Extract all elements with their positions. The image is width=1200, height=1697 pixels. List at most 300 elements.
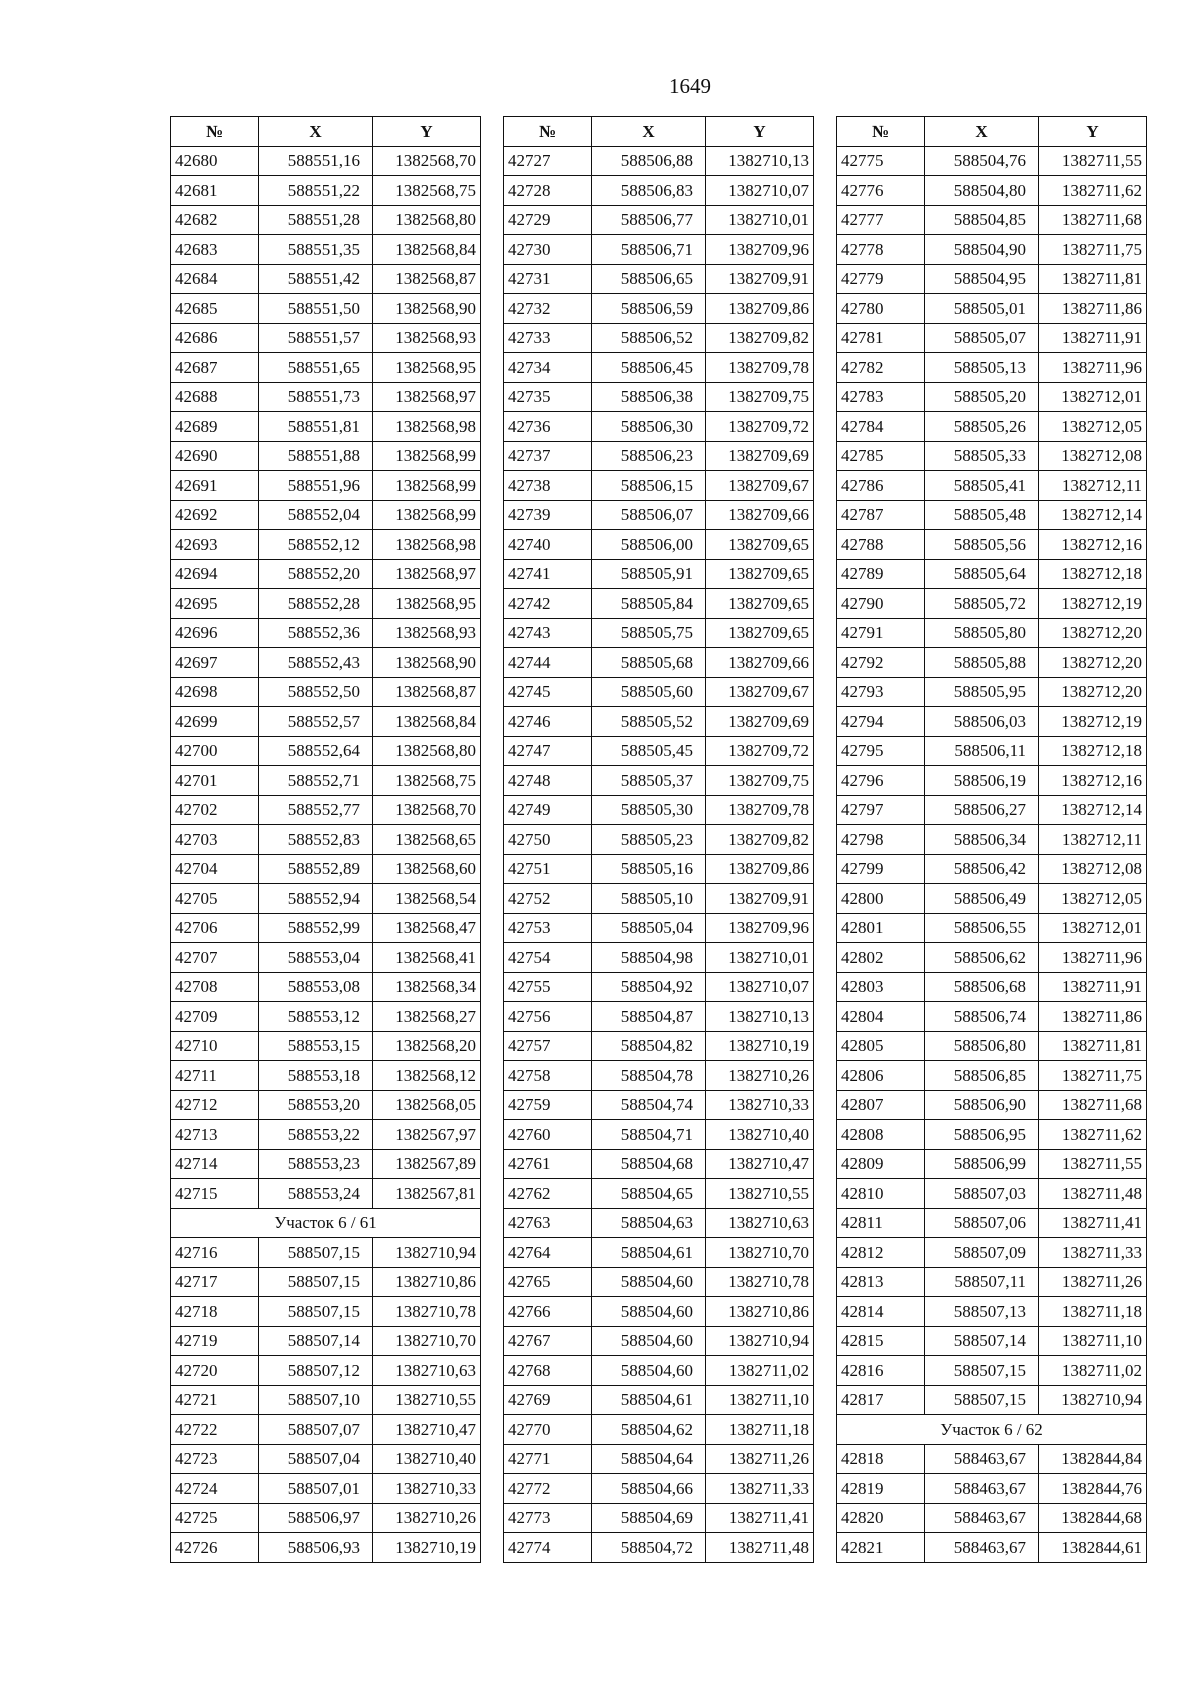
x-coordinate-cell: 588552,71 <box>259 766 373 796</box>
x-coordinate-cell: 588506,15 <box>592 471 706 501</box>
x-coordinate-cell: 588504,85 <box>925 205 1039 235</box>
x-coordinate-cell: 588504,69 <box>592 1503 706 1533</box>
table-row <box>837 471 1147 501</box>
x-coordinate-cell: 588504,60 <box>592 1297 706 1327</box>
y-coordinate-cell: 1382844,76 <box>1039 1474 1147 1504</box>
y-coordinate-cell: 1382712,11 <box>1039 471 1147 501</box>
y-coordinate-cell: 1382711,41 <box>706 1503 814 1533</box>
table-row <box>504 176 814 206</box>
y-coordinate-cell: 1382710,94 <box>706 1326 814 1356</box>
x-coordinate-cell: 588507,04 <box>259 1444 373 1474</box>
x-coordinate-cell: 588552,12 <box>259 530 373 560</box>
y-coordinate-cell: 1382710,55 <box>373 1385 481 1415</box>
x-coordinate-cell: 588504,61 <box>592 1238 706 1268</box>
y-coordinate-cell: 1382709,91 <box>706 884 814 914</box>
y-coordinate-cell: 1382710,63 <box>373 1356 481 1386</box>
x-coordinate-cell: 588551,81 <box>259 412 373 442</box>
y-coordinate-cell: 1382710,19 <box>373 1533 481 1563</box>
y-coordinate-cell: 1382568,34 <box>373 972 481 1002</box>
x-coordinate-cell: 588505,07 <box>925 323 1039 353</box>
point-number-cell: 42730 <box>504 235 592 265</box>
x-coordinate-cell: 588504,64 <box>592 1444 706 1474</box>
y-coordinate-cell: 1382709,86 <box>706 294 814 324</box>
x-coordinate-cell: 588505,68 <box>592 648 706 678</box>
x-coordinate-cell: 588506,80 <box>925 1031 1039 1061</box>
y-coordinate-cell: 1382568,99 <box>373 471 481 501</box>
point-number-cell: 42750 <box>504 825 592 855</box>
table-row <box>504 264 814 294</box>
table-row <box>504 1090 814 1120</box>
table-row <box>171 913 481 943</box>
table-row <box>837 264 1147 294</box>
header-y: Y <box>1039 117 1147 147</box>
point-number-cell: 42758 <box>504 1061 592 1091</box>
x-coordinate-cell: 588505,04 <box>592 913 706 943</box>
table-row <box>171 1533 481 1563</box>
header-x: X <box>592 117 706 147</box>
x-coordinate-cell: 588506,52 <box>592 323 706 353</box>
point-number-cell: 42701 <box>171 766 259 796</box>
x-coordinate-cell: 588553,15 <box>259 1031 373 1061</box>
x-coordinate-cell: 588463,67 <box>925 1533 1039 1563</box>
y-coordinate-cell: 1382567,81 <box>373 1179 481 1209</box>
y-coordinate-cell: 1382712,05 <box>1039 412 1147 442</box>
y-coordinate-cell: 1382710,86 <box>706 1297 814 1327</box>
point-number-cell: 42778 <box>837 235 925 265</box>
table-row <box>837 677 1147 707</box>
point-number-cell: 42771 <box>504 1444 592 1474</box>
point-number-cell: 42697 <box>171 648 259 678</box>
y-coordinate-cell: 1382709,66 <box>706 500 814 530</box>
x-coordinate-cell: 588506,99 <box>925 1149 1039 1179</box>
y-coordinate-cell: 1382711,62 <box>1039 176 1147 206</box>
table-row <box>504 1326 814 1356</box>
table-row <box>171 1179 481 1209</box>
point-number-cell: 42748 <box>504 766 592 796</box>
table-row <box>504 1179 814 1209</box>
table-row <box>171 707 481 737</box>
x-coordinate-cell: 588506,45 <box>592 353 706 383</box>
table-row <box>837 1002 1147 1032</box>
table-row <box>837 559 1147 589</box>
point-number-cell: 42680 <box>171 146 259 176</box>
point-number-cell: 42817 <box>837 1385 925 1415</box>
point-number-cell: 42739 <box>504 500 592 530</box>
y-coordinate-cell: 1382712,18 <box>1039 736 1147 766</box>
table-row <box>837 618 1147 648</box>
y-coordinate-cell: 1382568,97 <box>373 382 481 412</box>
x-coordinate-cell: 588552,77 <box>259 795 373 825</box>
x-coordinate-cell: 588551,50 <box>259 294 373 324</box>
y-coordinate-cell: 1382710,63 <box>706 1208 814 1238</box>
point-number-cell: 42749 <box>504 795 592 825</box>
point-number-cell: 42700 <box>171 736 259 766</box>
y-coordinate-cell: 1382709,65 <box>706 530 814 560</box>
y-coordinate-cell: 1382710,33 <box>706 1090 814 1120</box>
point-number-cell: 42788 <box>837 530 925 560</box>
table-row <box>171 382 481 412</box>
y-coordinate-cell: 1382844,68 <box>1039 1503 1147 1533</box>
y-coordinate-cell: 1382709,66 <box>706 648 814 678</box>
x-coordinate-cell: 588506,07 <box>592 500 706 530</box>
table-row <box>171 1326 481 1356</box>
table-row <box>171 854 481 884</box>
table-row <box>504 1533 814 1563</box>
table-row <box>837 1090 1147 1120</box>
y-coordinate-cell: 1382709,69 <box>706 441 814 471</box>
table-row <box>171 972 481 1002</box>
table-row <box>504 559 814 589</box>
x-coordinate-cell: 588507,07 <box>259 1415 373 1445</box>
y-coordinate-cell: 1382710,78 <box>373 1297 481 1327</box>
point-number-cell: 42814 <box>837 1297 925 1327</box>
table-row <box>504 1031 814 1061</box>
table-row <box>504 353 814 383</box>
point-number-cell: 42734 <box>504 353 592 383</box>
x-coordinate-cell: 588505,80 <box>925 618 1039 648</box>
table-row <box>837 1474 1147 1504</box>
table-row <box>837 943 1147 973</box>
table-row <box>504 146 814 176</box>
point-number-cell: 42761 <box>504 1149 592 1179</box>
point-number-cell: 42804 <box>837 1002 925 1032</box>
point-number-cell: 42791 <box>837 618 925 648</box>
point-number-cell: 42787 <box>837 500 925 530</box>
table-row <box>171 1061 481 1091</box>
header-row <box>837 117 1147 147</box>
x-coordinate-cell: 588507,15 <box>259 1267 373 1297</box>
point-number-cell: 42774 <box>504 1533 592 1563</box>
point-number-cell: 42801 <box>837 913 925 943</box>
x-coordinate-cell: 588505,41 <box>925 471 1039 501</box>
y-coordinate-cell: 1382568,99 <box>373 441 481 471</box>
point-number-cell: 42767 <box>504 1326 592 1356</box>
point-number-cell: 42768 <box>504 1356 592 1386</box>
y-coordinate-cell: 1382709,72 <box>706 412 814 442</box>
point-number-cell: 42687 <box>171 353 259 383</box>
table-row <box>837 884 1147 914</box>
table-row <box>171 943 481 973</box>
x-coordinate-cell: 588504,98 <box>592 943 706 973</box>
x-coordinate-cell: 588506,74 <box>925 1002 1039 1032</box>
table-row <box>837 1444 1147 1474</box>
point-number-cell: 42805 <box>837 1031 925 1061</box>
table-row <box>837 1179 1147 1209</box>
header-number: № <box>837 117 925 147</box>
table-row <box>837 736 1147 766</box>
x-coordinate-cell: 588507,14 <box>259 1326 373 1356</box>
x-coordinate-cell: 588505,13 <box>925 353 1039 383</box>
table-row <box>837 648 1147 678</box>
header-number: № <box>504 117 592 147</box>
point-number-cell: 42813 <box>837 1267 925 1297</box>
x-coordinate-cell: 588504,60 <box>592 1267 706 1297</box>
y-coordinate-cell: 1382712,08 <box>1039 854 1147 884</box>
point-number-cell: 42725 <box>171 1503 259 1533</box>
y-coordinate-cell: 1382568,90 <box>373 648 481 678</box>
table-row <box>171 1444 481 1474</box>
y-coordinate-cell: 1382711,02 <box>1039 1356 1147 1386</box>
y-coordinate-cell: 1382710,70 <box>373 1326 481 1356</box>
x-coordinate-cell: 588507,15 <box>259 1238 373 1268</box>
point-number-cell: 42757 <box>504 1031 592 1061</box>
table-row <box>504 736 814 766</box>
x-coordinate-cell: 588506,68 <box>925 972 1039 1002</box>
x-coordinate-cell: 588553,24 <box>259 1179 373 1209</box>
table-row <box>504 1503 814 1533</box>
coordinates-table-2 <box>503 116 814 1563</box>
point-number-cell: 42809 <box>837 1149 925 1179</box>
table-row <box>171 1090 481 1120</box>
y-coordinate-cell: 1382709,82 <box>706 323 814 353</box>
x-coordinate-cell: 588506,90 <box>925 1090 1039 1120</box>
point-number-cell: 42717 <box>171 1267 259 1297</box>
y-coordinate-cell: 1382710,47 <box>706 1149 814 1179</box>
point-number-cell: 42770 <box>504 1415 592 1445</box>
point-number-cell: 42738 <box>504 471 592 501</box>
table-row <box>837 1533 1147 1563</box>
x-coordinate-cell: 588507,06 <box>925 1208 1039 1238</box>
x-coordinate-cell: 588506,19 <box>925 766 1039 796</box>
x-coordinate-cell: 588507,15 <box>925 1356 1039 1386</box>
point-number-cell: 42741 <box>504 559 592 589</box>
y-coordinate-cell: 1382711,18 <box>706 1415 814 1445</box>
y-coordinate-cell: 1382568,97 <box>373 559 481 589</box>
y-coordinate-cell: 1382709,65 <box>706 589 814 619</box>
y-coordinate-cell: 1382712,14 <box>1039 500 1147 530</box>
point-number-cell: 42794 <box>837 707 925 737</box>
header-y: Y <box>706 117 814 147</box>
x-coordinate-cell: 588505,20 <box>925 382 1039 412</box>
point-number-cell: 42745 <box>504 677 592 707</box>
point-number-cell: 42694 <box>171 559 259 589</box>
point-number-cell: 42782 <box>837 353 925 383</box>
point-number-cell: 42736 <box>504 412 592 442</box>
table-row <box>171 1238 481 1268</box>
point-number-cell: 42821 <box>837 1533 925 1563</box>
table-row <box>504 500 814 530</box>
table-row <box>504 677 814 707</box>
table-row <box>171 264 481 294</box>
point-number-cell: 42686 <box>171 323 259 353</box>
table-row <box>171 205 481 235</box>
point-number-cell: 42779 <box>837 264 925 294</box>
y-coordinate-cell: 1382568,80 <box>373 205 481 235</box>
y-coordinate-cell: 1382568,05 <box>373 1090 481 1120</box>
table-row <box>837 766 1147 796</box>
x-coordinate-cell: 588507,09 <box>925 1238 1039 1268</box>
header-number: № <box>171 117 259 147</box>
x-coordinate-cell: 588504,61 <box>592 1385 706 1415</box>
table-row <box>837 1297 1147 1327</box>
table-row <box>504 1002 814 1032</box>
x-coordinate-cell: 588552,64 <box>259 736 373 766</box>
y-coordinate-cell: 1382709,96 <box>706 913 814 943</box>
y-coordinate-cell: 1382568,84 <box>373 235 481 265</box>
x-coordinate-cell: 588505,95 <box>925 677 1039 707</box>
y-coordinate-cell: 1382711,86 <box>1039 1002 1147 1032</box>
y-coordinate-cell: 1382567,89 <box>373 1149 481 1179</box>
x-coordinate-cell: 588505,01 <box>925 294 1039 324</box>
point-number-cell: 42709 <box>171 1002 259 1032</box>
point-number-cell: 42783 <box>837 382 925 412</box>
x-coordinate-cell: 588506,55 <box>925 913 1039 943</box>
x-coordinate-cell: 588506,49 <box>925 884 1039 914</box>
point-number-cell: 42683 <box>171 235 259 265</box>
x-coordinate-cell: 588551,16 <box>259 146 373 176</box>
y-coordinate-cell: 1382568,93 <box>373 618 481 648</box>
point-number-cell: 42802 <box>837 943 925 973</box>
point-number-cell: 42815 <box>837 1326 925 1356</box>
page-number: 1649 <box>669 74 711 98</box>
x-coordinate-cell: 588506,77 <box>592 205 706 235</box>
x-coordinate-cell: 588506,30 <box>592 412 706 442</box>
table-row <box>837 1031 1147 1061</box>
point-number-cell: 42763 <box>504 1208 592 1238</box>
table-body <box>504 146 814 1562</box>
y-coordinate-cell: 1382568,70 <box>373 146 481 176</box>
table-row <box>504 1120 814 1150</box>
point-number-cell: 42711 <box>171 1061 259 1091</box>
point-number-cell: 42708 <box>171 972 259 1002</box>
x-coordinate-cell: 588552,89 <box>259 854 373 884</box>
x-coordinate-cell: 588506,03 <box>925 707 1039 737</box>
table-row <box>171 559 481 589</box>
y-coordinate-cell: 1382568,60 <box>373 854 481 884</box>
table-row <box>837 1267 1147 1297</box>
y-coordinate-cell: 1382710,47 <box>373 1415 481 1445</box>
x-coordinate-cell: 588504,71 <box>592 1120 706 1150</box>
y-coordinate-cell: 1382712,14 <box>1039 795 1147 825</box>
x-coordinate-cell: 588553,12 <box>259 1002 373 1032</box>
point-number-cell: 42720 <box>171 1356 259 1386</box>
point-number-cell: 42681 <box>171 176 259 206</box>
y-coordinate-cell: 1382568,98 <box>373 412 481 442</box>
header-x: X <box>259 117 373 147</box>
header-row <box>504 117 814 147</box>
point-number-cell: 42712 <box>171 1090 259 1120</box>
point-number-cell: 42765 <box>504 1267 592 1297</box>
x-coordinate-cell: 588552,57 <box>259 707 373 737</box>
point-number-cell: 42716 <box>171 1238 259 1268</box>
x-coordinate-cell: 588504,66 <box>592 1474 706 1504</box>
y-coordinate-cell: 1382710,13 <box>706 146 814 176</box>
x-coordinate-cell: 588504,82 <box>592 1031 706 1061</box>
point-number-cell: 42740 <box>504 530 592 560</box>
table-row <box>837 1238 1147 1268</box>
point-number-cell: 42698 <box>171 677 259 707</box>
x-coordinate-cell: 588506,85 <box>925 1061 1039 1091</box>
y-coordinate-cell: 1382568,65 <box>373 825 481 855</box>
point-number-cell: 42704 <box>171 854 259 884</box>
table-row <box>837 1356 1147 1386</box>
x-coordinate-cell: 588506,71 <box>592 235 706 265</box>
coordinates-table-3 <box>836 116 1147 1563</box>
x-coordinate-cell: 588552,04 <box>259 500 373 530</box>
y-coordinate-cell: 1382712,16 <box>1039 766 1147 796</box>
point-number-cell: 42754 <box>504 943 592 973</box>
x-coordinate-cell: 588553,04 <box>259 943 373 973</box>
table-row <box>504 441 814 471</box>
x-coordinate-cell: 588553,08 <box>259 972 373 1002</box>
point-number-cell: 42780 <box>837 294 925 324</box>
y-coordinate-cell: 1382712,05 <box>1039 884 1147 914</box>
table-row <box>504 1208 814 1238</box>
table-row <box>504 1444 814 1474</box>
table-row <box>837 795 1147 825</box>
x-coordinate-cell: 588504,90 <box>925 235 1039 265</box>
y-coordinate-cell: 1382711,10 <box>706 1385 814 1415</box>
table-row <box>504 1238 814 1268</box>
point-number-cell: 42790 <box>837 589 925 619</box>
x-coordinate-cell: 588505,30 <box>592 795 706 825</box>
table-row <box>171 441 481 471</box>
y-coordinate-cell: 1382711,75 <box>1039 1061 1147 1091</box>
table-row <box>837 1385 1147 1415</box>
x-coordinate-cell: 588551,22 <box>259 176 373 206</box>
y-coordinate-cell: 1382712,19 <box>1039 707 1147 737</box>
point-number-cell: 42691 <box>171 471 259 501</box>
y-coordinate-cell: 1382711,55 <box>1039 146 1147 176</box>
table-row <box>171 825 481 855</box>
y-coordinate-cell: 1382712,01 <box>1039 382 1147 412</box>
x-coordinate-cell: 588506,59 <box>592 294 706 324</box>
table-row <box>171 471 481 501</box>
x-coordinate-cell: 588504,63 <box>592 1208 706 1238</box>
x-coordinate-cell: 588551,57 <box>259 323 373 353</box>
point-number-cell: 42760 <box>504 1120 592 1150</box>
y-coordinate-cell: 1382568,27 <box>373 1002 481 1032</box>
x-coordinate-cell: 588504,65 <box>592 1179 706 1209</box>
y-coordinate-cell: 1382709,69 <box>706 707 814 737</box>
y-coordinate-cell: 1382709,75 <box>706 766 814 796</box>
point-number-cell: 42707 <box>171 943 259 973</box>
x-coordinate-cell: 588505,37 <box>592 766 706 796</box>
point-number-cell: 42721 <box>171 1385 259 1415</box>
point-number-cell: 42808 <box>837 1120 925 1150</box>
y-coordinate-cell: 1382711,91 <box>1039 323 1147 353</box>
table-row <box>837 913 1147 943</box>
table-row <box>837 825 1147 855</box>
y-coordinate-cell: 1382710,55 <box>706 1179 814 1209</box>
header-row <box>171 117 481 147</box>
point-number-cell: 42702 <box>171 795 259 825</box>
x-coordinate-cell: 588507,10 <box>259 1385 373 1415</box>
y-coordinate-cell: 1382568,54 <box>373 884 481 914</box>
x-coordinate-cell: 588507,03 <box>925 1179 1039 1209</box>
table-row <box>504 913 814 943</box>
y-coordinate-cell: 1382711,81 <box>1039 1031 1147 1061</box>
y-coordinate-cell: 1382710,94 <box>1039 1385 1147 1415</box>
point-number-cell: 42798 <box>837 825 925 855</box>
x-coordinate-cell: 588552,43 <box>259 648 373 678</box>
point-number-cell: 42731 <box>504 264 592 294</box>
section-row <box>171 1208 481 1238</box>
y-coordinate-cell: 1382712,01 <box>1039 913 1147 943</box>
point-number-cell: 42773 <box>504 1503 592 1533</box>
point-number-cell: 42718 <box>171 1297 259 1327</box>
x-coordinate-cell: 588506,38 <box>592 382 706 412</box>
point-number-cell: 42726 <box>171 1533 259 1563</box>
table-row <box>504 235 814 265</box>
y-coordinate-cell: 1382712,20 <box>1039 618 1147 648</box>
x-coordinate-cell: 588507,12 <box>259 1356 373 1386</box>
y-coordinate-cell: 1382711,33 <box>706 1474 814 1504</box>
table-row <box>837 323 1147 353</box>
x-coordinate-cell: 588507,01 <box>259 1474 373 1504</box>
table-row <box>171 412 481 442</box>
x-coordinate-cell: 588552,50 <box>259 677 373 707</box>
